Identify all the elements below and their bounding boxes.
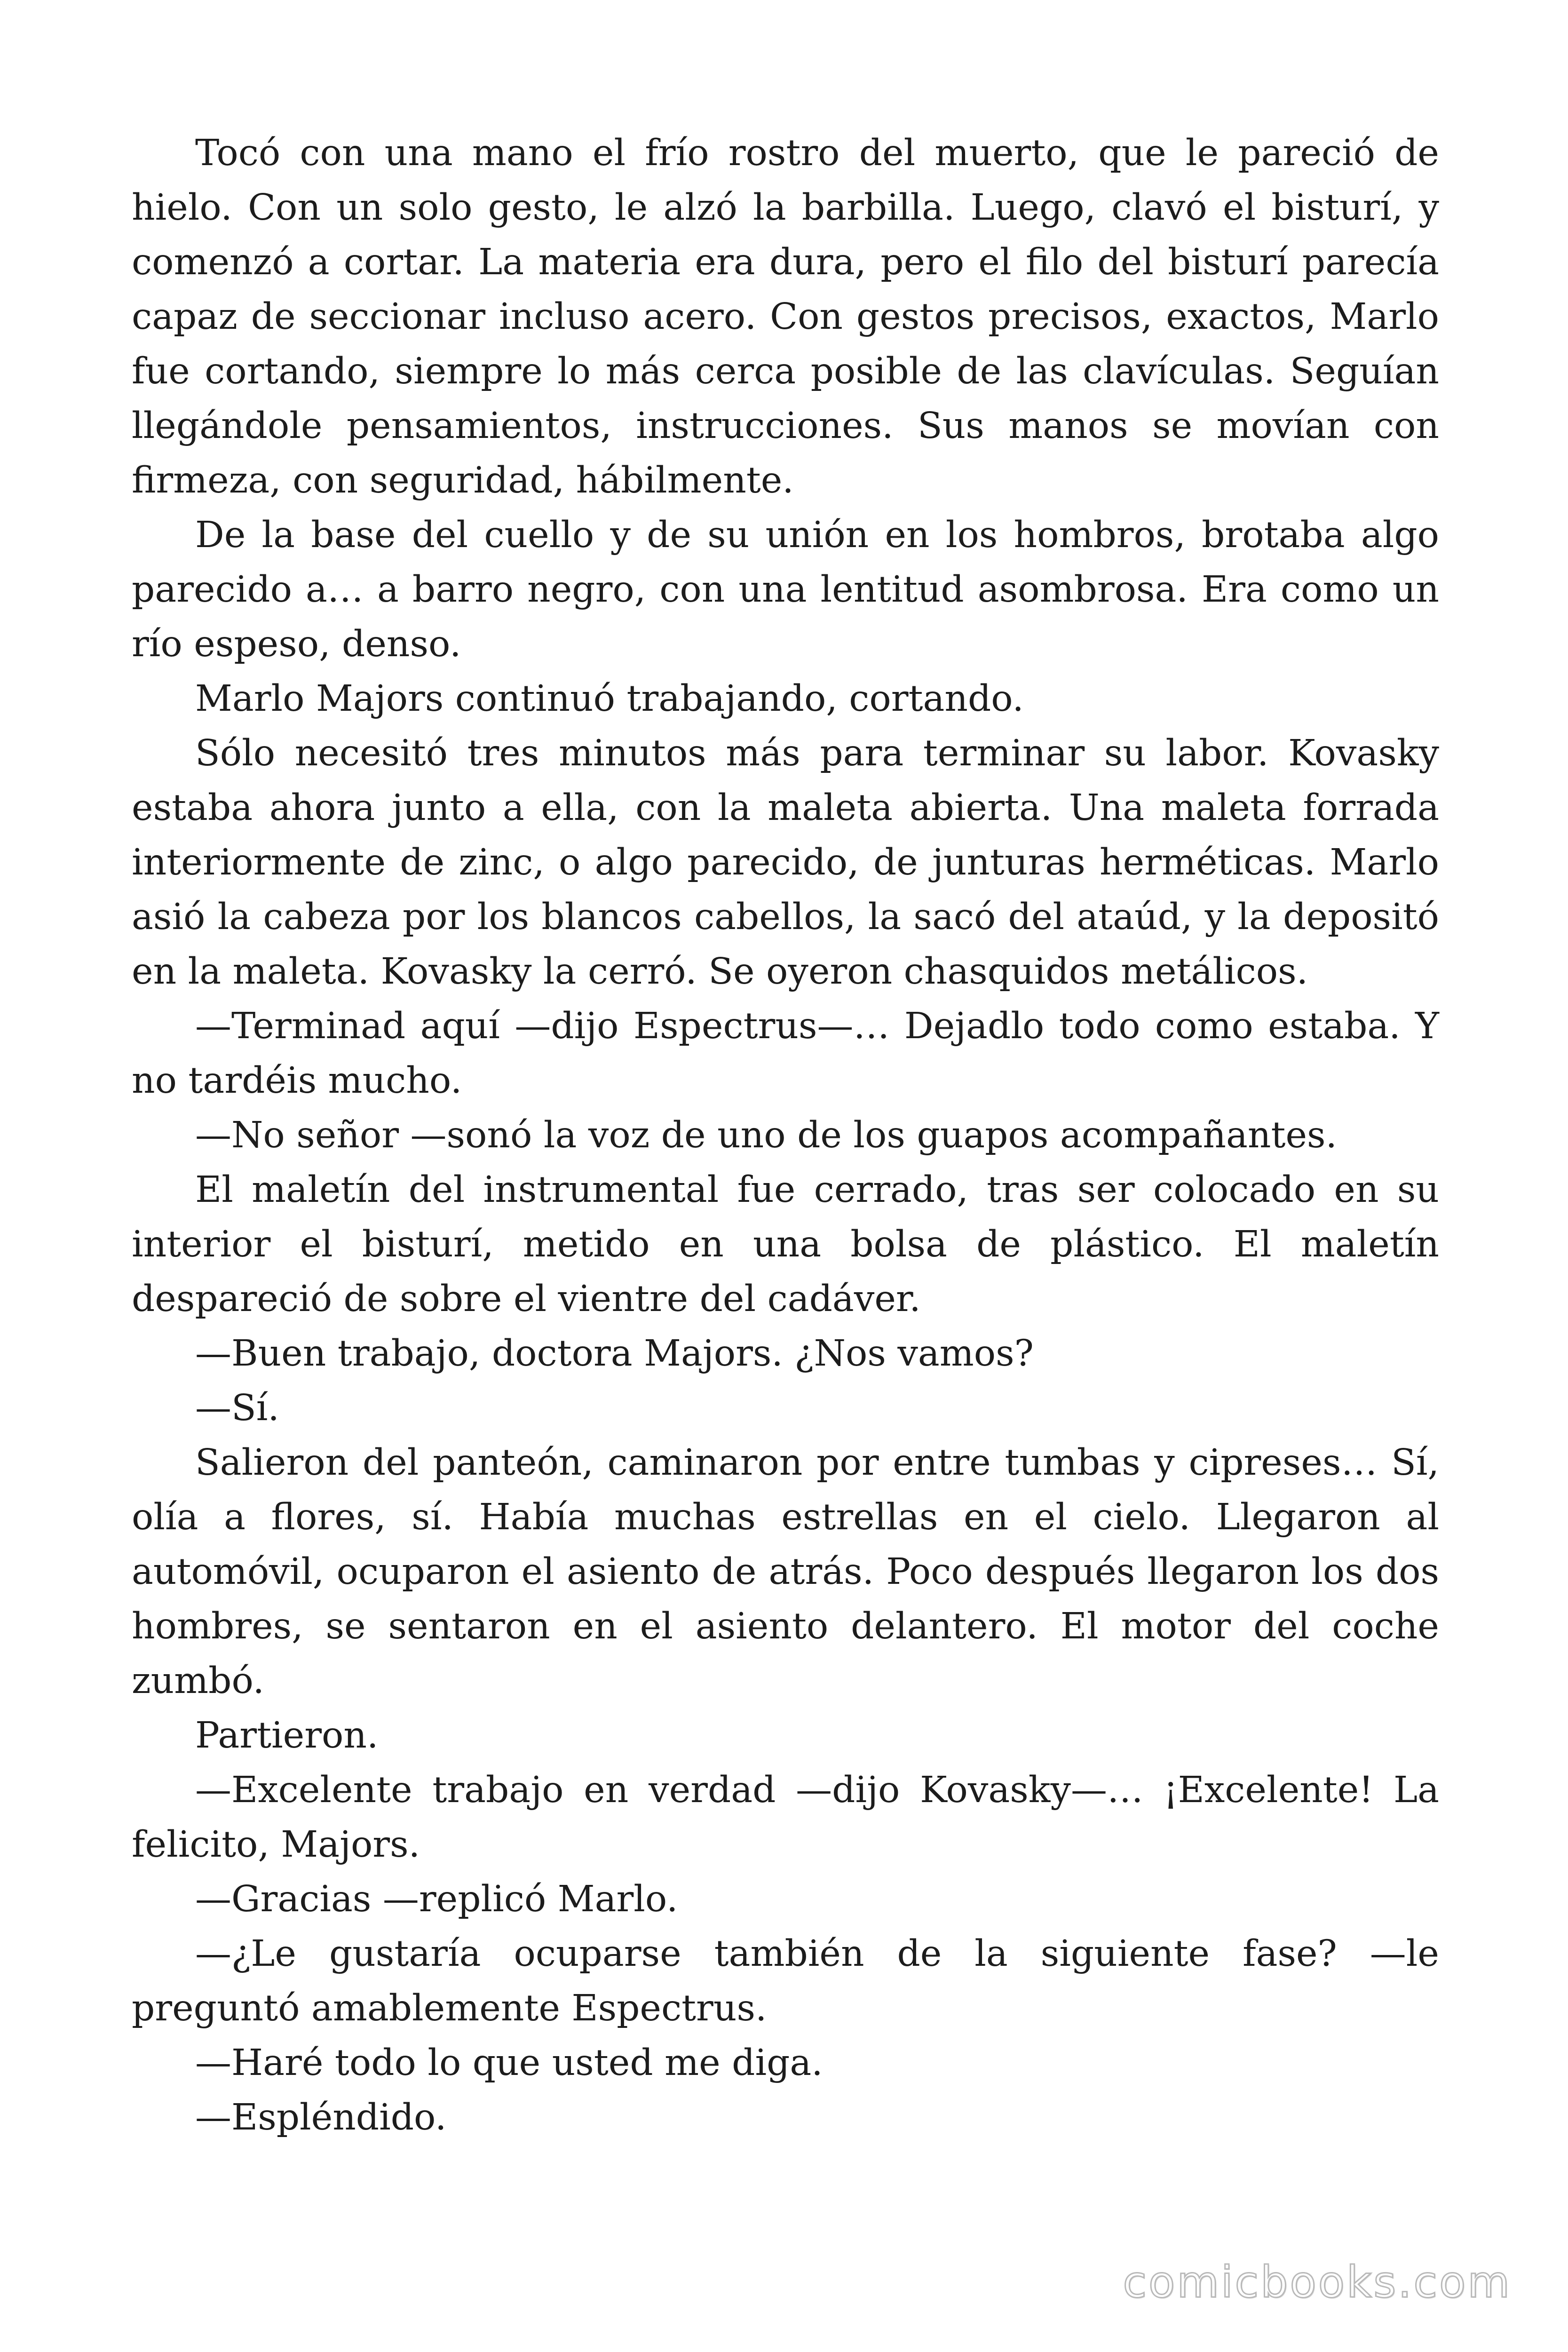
paragraph: —No señor —sonó la voz de uno de los guapos acompañantes. [195,1114,1338,1156]
paragraph: Sólo necesitó tres minutos más para terminar su labor. Kovasky estaba ahora junto a ella, con la maleta abierta. Una maleta forrada interiormente de zinc, o algo parecido, de junturas herméticas. Marlo asió la cabeza por los blancos cabellos, la sacó del ataúd, y la depositó en la maleta. Kovasky la cerró. Se oyeron chasquidos metálicos. [132,732,1439,993]
watermark: comicbooks.com [1123,2257,1512,2307]
paragraph: —Espléndido. [195,2097,447,2138]
paragraph: Marlo Majors continuó trabajando, cortando. [195,678,1024,720]
paragraph: Salieron del panteón, caminaron por entre tumbas y cipreses… Sí, olía a flores, sí. Había muchas estrellas en el cielo. Llegaron al automóvil, ocuparon el asiento de atrás. Poco después llegaron los dos hombres, se sentaron en el asiento delantero. El motor del coche zumbó. [132,1442,1439,1702]
paragraph: —Terminad aquí —dijo Espectrus—… Dejadlo todo como estaba. Y no tardéis mucho. [132,1005,1439,1102]
page-text [132,126,1439,2145]
paragraph: Tocó con una mano el frío rostro del muerto, que le pareció de hielo. Con un solo gesto, le alzó la barbilla. Luego, clavó el bisturí, y comenzó a cortar. La materia era dura, pero el filo del bisturí parecía capaz de seccionar incluso acero. Con gestos precisos, exactos, Marlo fue cortando, siempre lo más cerca posible de las clavículas. Seguían llegándole pensamientos, instrucciones. Sus manos se movían con firmeza, con seguridad, hábilmente. [132,132,1439,501]
paragraph: El maletín del instrumental fue cerrado, tras ser colocado en su interior el bisturí, metido en una bolsa de plástico. El maletín despareció de sobre el vientre del cadáver. [132,1169,1439,1320]
paragraph: —Excelente trabajo en verdad —dijo Kovasky—… ¡Excelente! La felicito, Majors. [132,1769,1439,1866]
paragraph: —¿Le gustaría ocuparse también de la siguiente fase? —le preguntó amablemente Espectrus. [132,1933,1439,2029]
paragraph: —Buen trabajo, doctora Majors. ¿Nos vamos? [195,1333,1034,1375]
paragraph: —Haré todo lo que usted me diga. [195,2042,823,2084]
paragraph: De la base del cuello y de su unión en los hombros, brotaba algo parecido a… a barro negro, con una lentitud asombrosa. Era como un río espeso, denso. [132,514,1439,665]
paragraph: Partieron. [195,1715,379,1756]
paragraph: —Gracias —replicó Marlo. [195,1878,678,1920]
paragraph: —Sí. [195,1387,279,1429]
